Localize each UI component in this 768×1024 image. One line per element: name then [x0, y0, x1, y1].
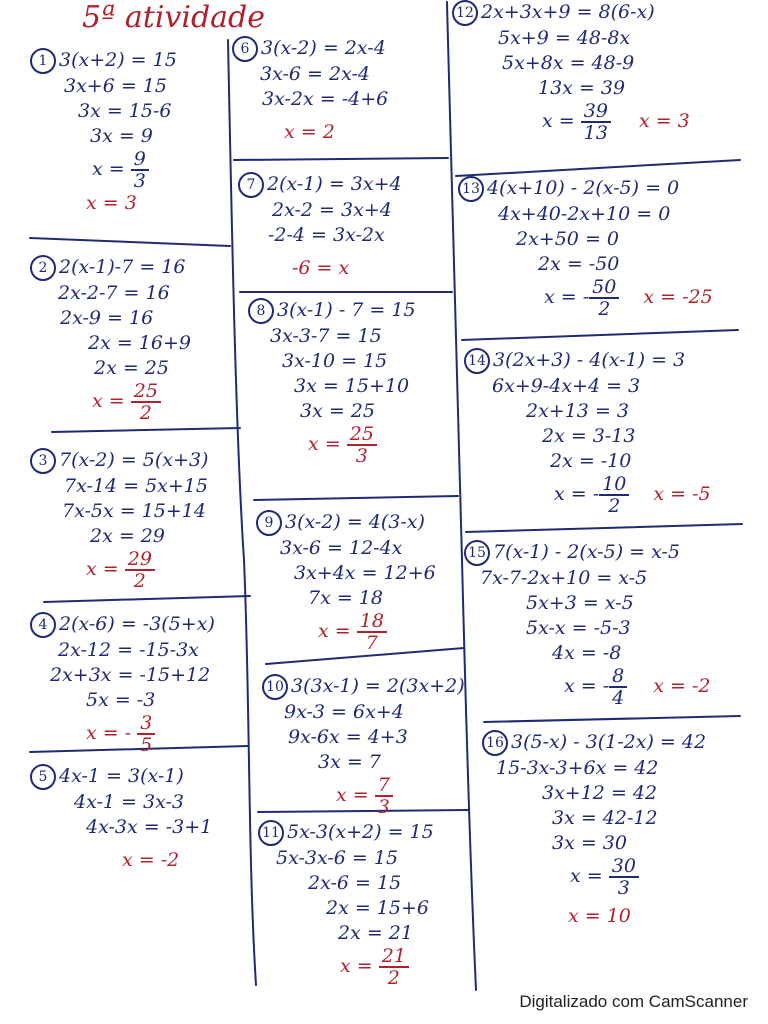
equation-line: 13x = 39	[538, 77, 626, 99]
problem-5	[30, 764, 212, 873]
answer-fraction	[125, 549, 155, 591]
answer: x = 3	[638, 110, 690, 132]
problem-3	[30, 448, 208, 591]
numerator: 25	[347, 424, 377, 446]
equation-line: 3x = 25	[300, 400, 375, 422]
worksheet-title: 5ª atividade	[82, 0, 266, 35]
denominator: 5	[140, 734, 153, 756]
equation-line: 3(x-1) - 7 = 15	[277, 299, 416, 321]
fraction	[609, 666, 627, 708]
equation-line: 2x-2 = 3x+4	[272, 199, 392, 221]
denominator: 2	[608, 495, 621, 517]
fraction	[581, 101, 611, 143]
denominator: 2	[139, 402, 152, 424]
equation-line: 2x+3x = -15+12	[50, 664, 211, 686]
problem-number: 16	[482, 730, 508, 756]
numerator: 3	[137, 713, 155, 735]
denominator: 2	[387, 967, 400, 989]
equation-line: 2x = 29	[90, 525, 165, 547]
equation-line: 3(x-2) = 4(3-x)	[285, 511, 425, 533]
equation-line: 2(x-1) = 3x+4	[267, 173, 402, 195]
problem-1	[30, 48, 177, 216]
problem-11	[258, 820, 434, 988]
equation-line: 3(5-x) - 3(1-2x) = 42	[511, 731, 707, 753]
equation-line: 4x+40-2x+10 = 0	[498, 203, 671, 225]
equation-line: 7(x-2) = 5(x+3)	[59, 449, 209, 471]
equation-line: 5x+8x = 48-9	[502, 52, 635, 74]
problem-number: 13	[458, 176, 484, 202]
problem-15	[464, 540, 711, 708]
equation-line: 4x-1 = 3(x-1)	[59, 765, 184, 787]
problem-number: 9	[256, 510, 282, 536]
equation-line: 2x = -50	[538, 253, 620, 275]
equation-line: 2x = 21	[338, 922, 413, 944]
equation-line: 3x+6 = 15	[64, 75, 167, 97]
answer-fraction	[131, 381, 161, 423]
problem-number: 11	[258, 820, 284, 846]
numerator: 21	[379, 946, 409, 968]
fraction	[131, 149, 149, 191]
answer-prefix: x =	[86, 558, 119, 580]
equation-line: 5x-3(x+2) = 15	[287, 821, 434, 843]
fraction-prefix: x =	[92, 158, 125, 180]
problem-number: 4	[30, 612, 56, 638]
equation-line: 2x+50 = 0	[516, 228, 619, 250]
fraction-prefix: x = -	[544, 286, 590, 308]
denominator: 3	[133, 170, 146, 192]
denominator: 3	[355, 445, 368, 467]
fraction	[609, 856, 639, 898]
equation-line: 2x-6 = 15	[308, 872, 402, 894]
problem-9	[256, 510, 436, 653]
equation-line: 3(x+2) = 15	[59, 49, 177, 71]
equation-line: 7x-7-2x+10 = x-5	[480, 567, 648, 589]
equation-line: 3(2x+3) - 4(x-1) = 3	[493, 349, 686, 371]
problem-number: 7	[238, 172, 264, 198]
denominator: 3	[617, 877, 630, 899]
camscanner-watermark: Digitalizado com CamScanner	[519, 992, 748, 1011]
equation-line: 2x-9 = 16	[60, 307, 154, 329]
equation-line: 3(x-2) = 2x-4	[261, 37, 386, 59]
equation-line: 3x-10 = 15	[282, 350, 388, 372]
numerator: 7	[375, 775, 393, 797]
problem-number: 3	[30, 448, 56, 474]
answer: x = -2	[653, 675, 711, 697]
equation-line: 3x-2x = -4+6	[262, 88, 389, 110]
answer-fraction	[347, 424, 377, 466]
problem-number: 15	[464, 540, 490, 566]
answer-prefix: x =	[92, 390, 125, 412]
equation-line: 3x+12 = 42	[542, 782, 658, 804]
equation-line: 9x-6x = 4+3	[288, 726, 408, 748]
equation-line: 9x-3 = 6x+4	[284, 701, 404, 723]
equation-line: 5x-3x-6 = 15	[276, 847, 399, 869]
problem-2	[30, 255, 191, 423]
answer: x = -2	[122, 849, 180, 871]
equation-line: 3x = 15+10	[294, 375, 410, 397]
equation-line: 2x = 25	[94, 357, 169, 379]
equation-line: 3x-6 = 2x-4	[260, 63, 370, 85]
problem-number: 10	[262, 674, 288, 700]
equation-line: 7x-14 = 5x+15	[64, 475, 208, 497]
answer: -6 = x	[292, 257, 350, 279]
answer-prefix: x =	[340, 955, 373, 977]
numerator: 25	[131, 381, 161, 403]
answer-prefix: x = -	[86, 722, 132, 744]
answer: x = -25	[643, 286, 713, 308]
equation-line: 7(x-1) - 2(x-5) = x-5	[493, 541, 680, 563]
problem-number: 12	[452, 0, 478, 26]
equation-line: 5x+3 = x-5	[526, 592, 634, 614]
problem-number: 8	[248, 298, 274, 324]
fraction	[599, 474, 629, 516]
problem-6	[232, 36, 388, 145]
problem-7	[238, 172, 402, 281]
numerator: 10	[599, 474, 629, 496]
numerator: 39	[581, 101, 611, 123]
numerator: 9	[131, 149, 149, 171]
problem-4	[30, 612, 215, 755]
answer-fraction	[375, 775, 393, 817]
equation-line: 4x = -8	[552, 642, 622, 664]
equation-line: 3x = 7	[318, 751, 381, 773]
numerator: 18	[357, 611, 387, 633]
equation-line: 4x-1 = 3x-3	[74, 791, 184, 813]
fraction-prefix: x = -	[564, 675, 610, 697]
equation-line: 2x = -10	[550, 450, 632, 472]
problem-number: 2	[30, 255, 56, 281]
equation-line: 2x = 16+9	[88, 332, 191, 354]
fraction-prefix: x =	[570, 865, 603, 887]
numerator: 50	[589, 277, 619, 299]
fraction-prefix: x = -	[554, 483, 600, 505]
answer: x = 2	[284, 121, 335, 143]
answer: x = 10	[568, 905, 631, 927]
answer-prefix: x =	[308, 433, 341, 455]
problem-13	[458, 176, 713, 319]
equation-line: 2x+13 = 3	[526, 400, 629, 422]
problem-number: 5	[30, 764, 56, 790]
denominator: 13	[583, 122, 608, 144]
equation-line: 3(3x-1) = 2(3x+2)	[291, 675, 465, 697]
equation-line: 5x = -3	[86, 689, 156, 711]
equation-line: 3x-6 = 12-4x	[280, 537, 403, 559]
equation-line: 2(x-6) = -3(5+x)	[59, 613, 215, 635]
numerator: 8	[609, 666, 627, 688]
equation-line: 7x-5x = 15+14	[62, 500, 206, 522]
answer-fraction	[379, 946, 409, 988]
equation-line: 3x = 9	[90, 125, 153, 147]
answer-fraction	[137, 713, 155, 755]
numerator: 30	[609, 856, 639, 878]
equation-line: -2-4 = 3x-2x	[268, 224, 385, 246]
denominator: 2	[598, 298, 611, 320]
equation-line: 5x-x = -5-3	[526, 617, 631, 639]
denominator: 7	[365, 632, 378, 654]
equation-line: 5x+9 = 48-8x	[498, 27, 631, 49]
equation-line: 3x = 42-12	[552, 807, 658, 829]
fraction	[589, 277, 619, 319]
problem-number: 6	[232, 36, 258, 62]
problem-16	[482, 730, 706, 929]
denominator: 2	[133, 570, 146, 592]
equation-line: 3x = 30	[552, 832, 627, 854]
equation-line: 2x = 3-13	[542, 425, 636, 447]
equation-line: 3x-3-7 = 15	[270, 325, 382, 347]
answer-prefix: x =	[336, 784, 369, 806]
equation-line: 2(x-1)-7 = 16	[59, 256, 186, 278]
problem-12	[452, 0, 690, 143]
denominator: 3	[377, 796, 390, 818]
problem-10	[262, 674, 465, 817]
equation-line: 4(x+10) - 2(x-5) = 0	[487, 177, 680, 199]
problem-14	[464, 348, 711, 516]
problem-number: 14	[464, 348, 490, 374]
equation-line: 3x = 15-6	[78, 100, 172, 122]
equation-line: 7x = 18	[308, 587, 383, 609]
equation-line: 3x+4x = 12+6	[294, 562, 436, 584]
fraction-prefix: x =	[542, 110, 575, 132]
answer: x = -5	[653, 483, 711, 505]
equation-line: 4x-3x = -3+1	[86, 816, 213, 838]
equation-line: 2x-2-7 = 16	[58, 282, 170, 304]
answer-prefix: x =	[318, 620, 351, 642]
problem-number: 1	[30, 48, 56, 74]
equation-line: 6x+9-4x+4 = 3	[492, 375, 641, 397]
equation-line: 2x-12 = -15-3x	[58, 639, 199, 661]
equation-line: 2x = 15+6	[326, 897, 429, 919]
numerator: 29	[125, 549, 155, 571]
denominator: 4	[612, 687, 625, 709]
equation-line: 2x+3x+9 = 8(6-x)	[481, 1, 655, 23]
answer-fraction	[357, 611, 387, 653]
equation-line: 15-3x-3+6x = 42	[496, 757, 659, 779]
problem-8	[248, 298, 416, 466]
answer: x = 3	[86, 192, 137, 214]
